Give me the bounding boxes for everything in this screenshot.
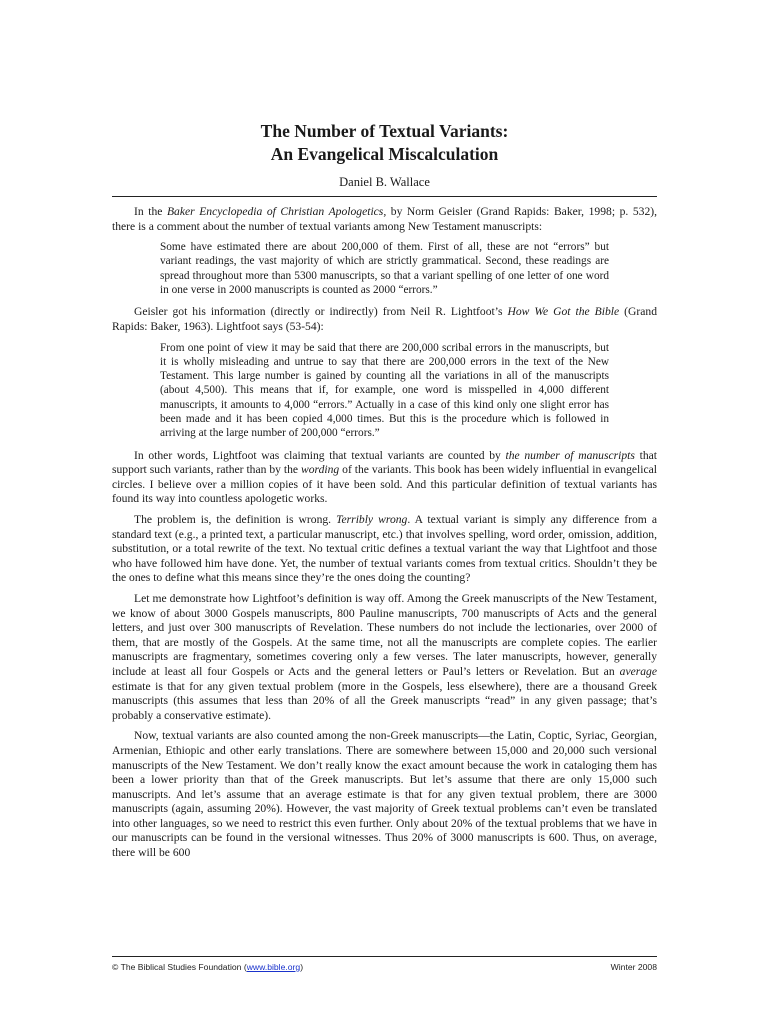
paragraph-2: [112, 305, 657, 334]
paragraph-4-text-a: The problem is, the definition is wrong.: [134, 513, 337, 527]
paragraph-1-text-a: In the: [134, 205, 167, 218]
book-title-how-we-got-the-bible: How We Got the Bible: [507, 305, 620, 319]
page-footer: [112, 962, 657, 973]
paragraph-1-text-c: by Norm Geisler (Grand Rapids: Baker, 1998; p. 532), there is a comment about the number of textual variants among New Testament manuscripts:: [112, 205, 658, 233]
paragraph-1: [112, 205, 657, 234]
book-title-baker-encyclopedia: Baker Encyclopedia of Christian Apologetics,: [166, 205, 387, 218]
document-page: [112, 0, 657, 1024]
emphasis-wording: wording: [301, 463, 340, 477]
paragraph-6: Now, textual variants are also counted among the non-Greek manuscripts—the Latin, Coptic, Syriac, Georgian, Armenian, Ethiopic and other early translations. There are somewhere between 15,000 and 20,000 such versional manuscripts of the New Testament. We don’t really know the exact amount because the work in cataloging them has been a lower priority than that of the Greek manuscripts. But let’s assume that there are only 15,000 such manuscripts. And let’s assume that an average estimate is that for any given textual problem, there are 3000 manuscripts (again, assuming 20%). However, the vast majority of Greek textual problems can’t even be translated into other languages, so we need to restrict this even further. Only about 20% of the textual problems that we have in our manuscripts can be found in the versional witnesses. Thus 20% of 3000 manuscripts is 600. Thus, on average, there will be 600: [112, 729, 657, 860]
paragraph-3: [112, 449, 657, 507]
paragraph-3-text-a: In other words, Lightfoot was claiming that textual variants are counted by: [134, 448, 506, 462]
emphasis-number-of-manuscripts: the number of manuscripts: [505, 448, 635, 462]
block-quote-geisler: Some have estimated there are about 200,000 of them. First of all, these are not “errors” but variant readings, the vast majority of which are strictly grammatical. Second, these readings are spread throughout more than 5300 manuscripts, so that a variant spelling of one letter of one word in one verse in 2000 manuscripts is counted as 2000 “errors.”: [160, 241, 609, 297]
article-body: [112, 205, 657, 861]
paragraph-2-text-c: (Grand Rapids: Baker, 1963). Lightfoot says (53-54):: [112, 305, 657, 333]
paragraph-5: [112, 592, 657, 723]
author-name: Daniel B. Wallace: [339, 175, 430, 189]
paragraph-3-text-e: of the variants. This book has been widely influential in evangelical circles. I believe over a million copies of it have been sold. And this particular definition of textual variants has found its way into countless apologetic works.: [112, 463, 657, 506]
emphasis-terribly-wrong: Terribly wrong: [336, 513, 408, 527]
footer-website-link[interactable]: www.bible.org: [246, 962, 301, 972]
footer-copyright-suffix: ): [300, 962, 304, 972]
emphasis-average: average: [619, 664, 657, 678]
title-line-2: An Evangelical Miscalculation: [270, 144, 499, 164]
block-quote-lightfoot: From one point of view it may be said that there are 200,000 scribal errors in the manuscripts, but it is wholly misleading and untrue to say that there are 200,000 errors in the text of the New Testament. This large number is gained by counting all the variations in all of the manuscripts (about 4,500). This means that if, for example, one word is misspelled in 4,000 different manuscripts, it amounts to 4,000 “errors.” Actually in a case of this kind only one slight error has been made and it has been copied 4,000 times. But this is the procedure which is followed in arriving at the large number of 200,000 “errors.”: [160, 341, 609, 440]
paragraph-5-text-c: estimate is that for any given textual problem (more in the Gospels, less elsewhere), there are a thousand Greek manuscripts (this assumes that less than 20% of all the Greek manuscripts “read” in any given passage; that’s probably a conservative estimate).: [112, 679, 657, 722]
paragraph-4: [112, 513, 657, 586]
title-rule: [112, 196, 657, 197]
paragraph-5-text-a: Let me demonstrate how Lightfoot’s definition is way off. Among the Greek manuscripts of the New Testament, we know of about 3000 Gospels manuscripts, 800 Pauline manuscripts, 700 manuscripts of Acts and the general letters, and just over 300 manuscripts of Revelation. These numbers do not include the lectionaries, over 2000 of them, that are mostly of the Gospels. At the same time, not all the manuscripts are complete copies. The earlier manuscripts are fragmentary, sometimes covering only a few verses. The later manuscripts, however, generally include at least all four Gospels or Acts and the general letters or Paul’s letters or Revelation. But an: [112, 591, 657, 678]
footer-issue-date: Winter 2008: [610, 962, 657, 972]
paragraph-2-text-a: Geisler got his information (directly or indirectly) from Neil R. Lightfoot’s: [134, 305, 508, 319]
title-line-1: The Number of Textual Variants:: [260, 121, 509, 141]
paragraph-3-text-c: that support such variants, rather than by the: [112, 448, 657, 477]
footer-copyright: [112, 962, 303, 973]
paragraph-4-text-c: . A textual variant is simply any difference from a standard text (e.g., a printed text, a particular manuscript, etc.) that involves spelling, word order, omission, addition, substitution, or a total rewrite of the text. No textual critic defines a textual variant the way that Lightfoot and those who have followed him have done. Yet, the number of textual variants comes from textual critics. Shouldn’t they be the ones to define what this means since they’re the ones doing the counting?: [112, 513, 657, 585]
footer-rule: [112, 956, 657, 957]
footer-copyright-prefix: © The Biblical Studies Foundation (: [112, 962, 247, 972]
